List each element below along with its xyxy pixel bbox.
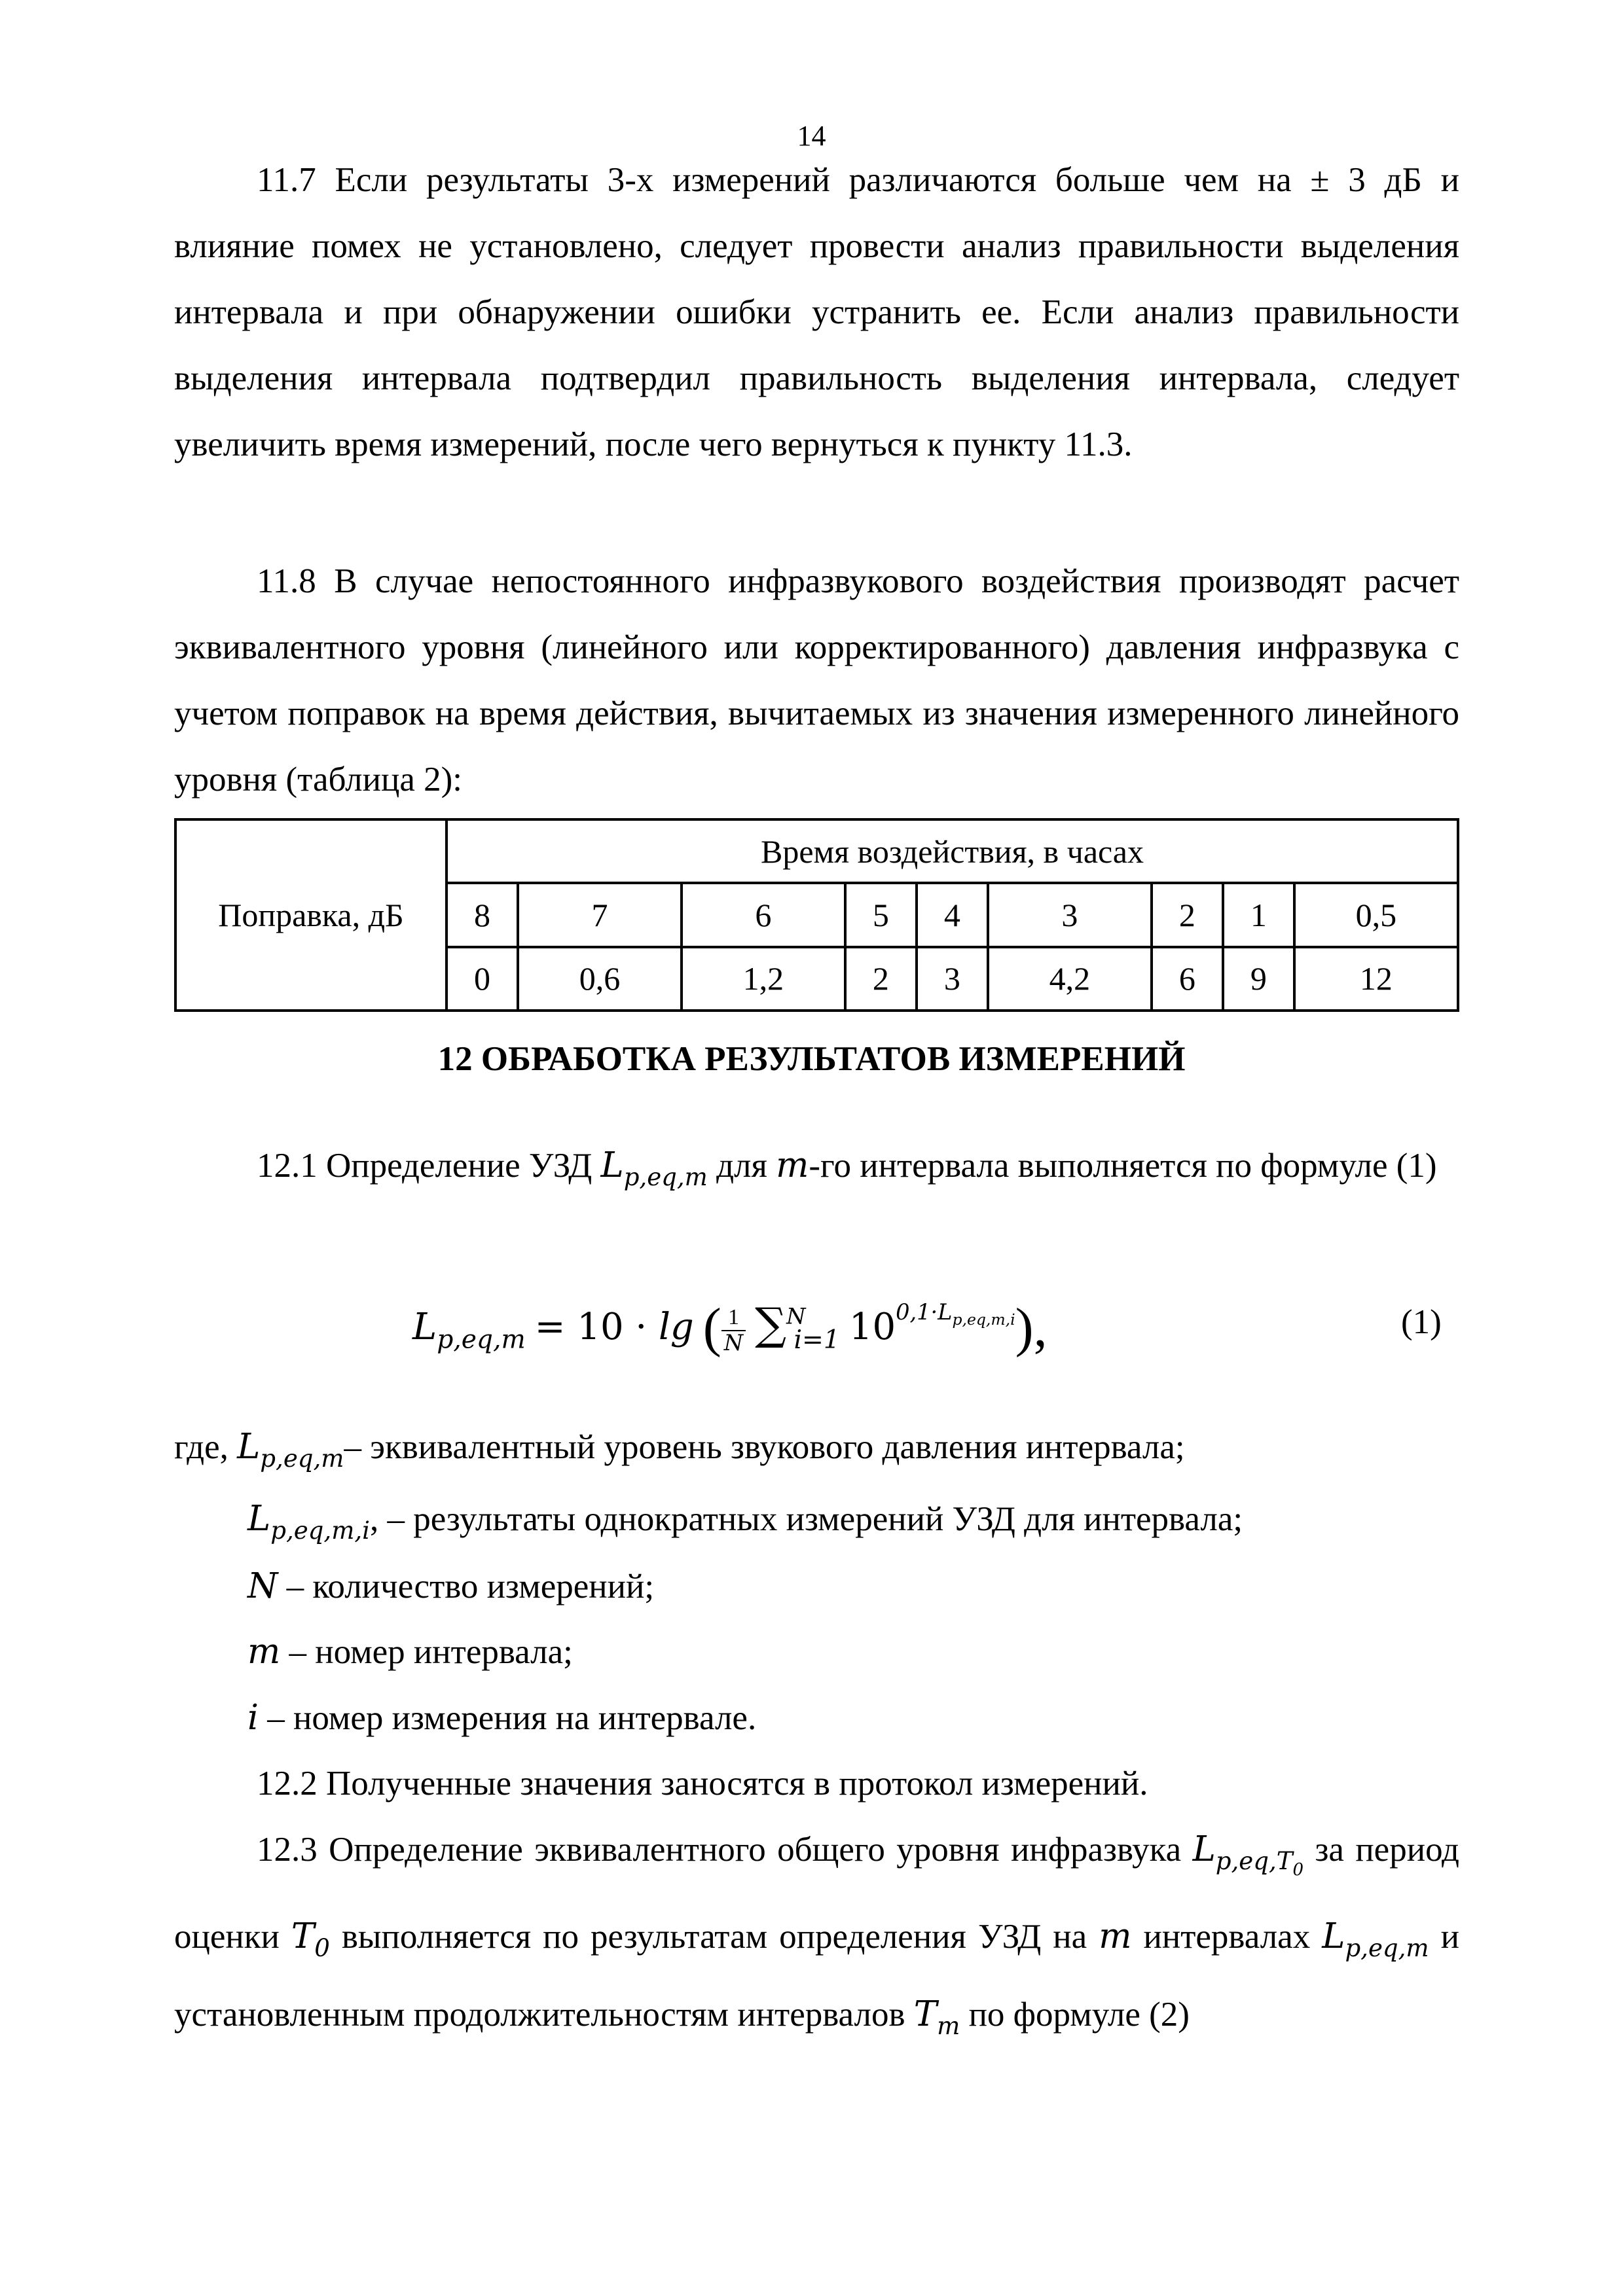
table-cell: 7	[518, 883, 682, 946]
where-line-1: где, $L_{p,eq,m}-$ эквивалентный уровень звукового давления интервала;	[174, 1427, 1185, 1473]
paragraph-12-2: 12.2 Полученные значения заносятся в протокол измерений.	[257, 1765, 1148, 1803]
page-number: 14	[797, 120, 826, 152]
p12-1-text-2: для	[716, 1147, 767, 1185]
paragraph-11-7: 11.7 Если результаты 3-х измерений различаются больше чем на ± 3 дБ и влияние помех не установлено, следует провести анализ правильности выделения интервала и при обнаружении ошибки устранить ее. Если анализ правильности выделения интервала подтвердил правильность выделения интервала, следует увеличить время измерений, после чего вернуться к пункту 11.3.	[174, 161, 1459, 463]
paragraph-12-1	[174, 1132, 1459, 1210]
p12-1-text-1: Определение УЗД	[326, 1147, 593, 1185]
table-group-header: Время воздействия, в часах	[447, 819, 1458, 883]
table-cell: 0,5	[1294, 883, 1458, 946]
table-cell: 1	[1223, 883, 1294, 946]
formula-1: $L_{p,eq,m} = 10 \cdot \lg$ ( $\frac{1}{N}$ ∑$^N_{i=1}$ $10^{0,1\cdot L_{p,eq,m,i}}$),	[412, 1297, 1048, 1358]
p12-1-number: 12.1	[257, 1147, 318, 1185]
table-cell: 9	[1223, 947, 1294, 1011]
table-cell: 2	[1152, 883, 1223, 946]
paragraph-11-8: 11.8 В случае непостоянного инфразвукового воздействия производят расчет эквивалентного уровня (линейного или корректированного) давления инфразвука с учетом поправок на время действия, вычитаемых из значения измеренного линейного уровня (таблица 2):	[174, 562, 1459, 798]
table-cell: 6	[1152, 947, 1223, 1011]
correction-table	[174, 818, 1459, 1012]
symbol-lpeqm: $L_{p,eq,m}$	[600, 1145, 708, 1191]
table-cell: 3	[988, 883, 1152, 946]
table-cell: 3	[917, 947, 988, 1011]
table-cell: 12	[1294, 947, 1458, 1011]
table-cell: 5	[845, 883, 917, 946]
table-cell: 1,2	[682, 947, 845, 1011]
table-cell: 2	[845, 947, 917, 1011]
section-heading: 12 ОБРАБОТКА РЕЗУЛЬТАТОВ ИЗМЕРЕНИЙ	[437, 1040, 1186, 1078]
where-line-5: i – номер измерения на интервале.	[247, 1698, 757, 1738]
table-cell: 0,6	[518, 947, 682, 1011]
formula-number: (1)	[1401, 1303, 1442, 1341]
where-line-2: $L_{p,eq,m,i}$, – результаты однократных измерений УЗД для интервала;	[247, 1499, 1243, 1545]
paragraph-12-3: 12.3 Определение эквивалентного общего уровня инфразвука $L_{p,eq,T_0}$ за период оценки $T_0$ выполняется по результатам определения УЗД на m интервалах $L_{p,eq,m}$ и установленным продолжительностям интервалов $T_m$ по формуле (2)	[174, 1829, 1460, 2041]
symbol-m: m	[776, 1145, 809, 1185]
where-line-3: N – количество измерений;	[247, 1566, 655, 1606]
table-cell: 8	[447, 883, 518, 946]
table-cell: 4	[917, 883, 988, 946]
p12-1-text-3: -го интервала выполняется по формуле (1)	[809, 1147, 1437, 1185]
where-line-4: m – номер интервала;	[247, 1632, 573, 1672]
table-cell: 6	[682, 883, 845, 946]
table-row-header: Поправка, дБ	[175, 819, 447, 1011]
table-cell: 0	[447, 947, 518, 1011]
table-cell: 4,2	[988, 947, 1152, 1011]
